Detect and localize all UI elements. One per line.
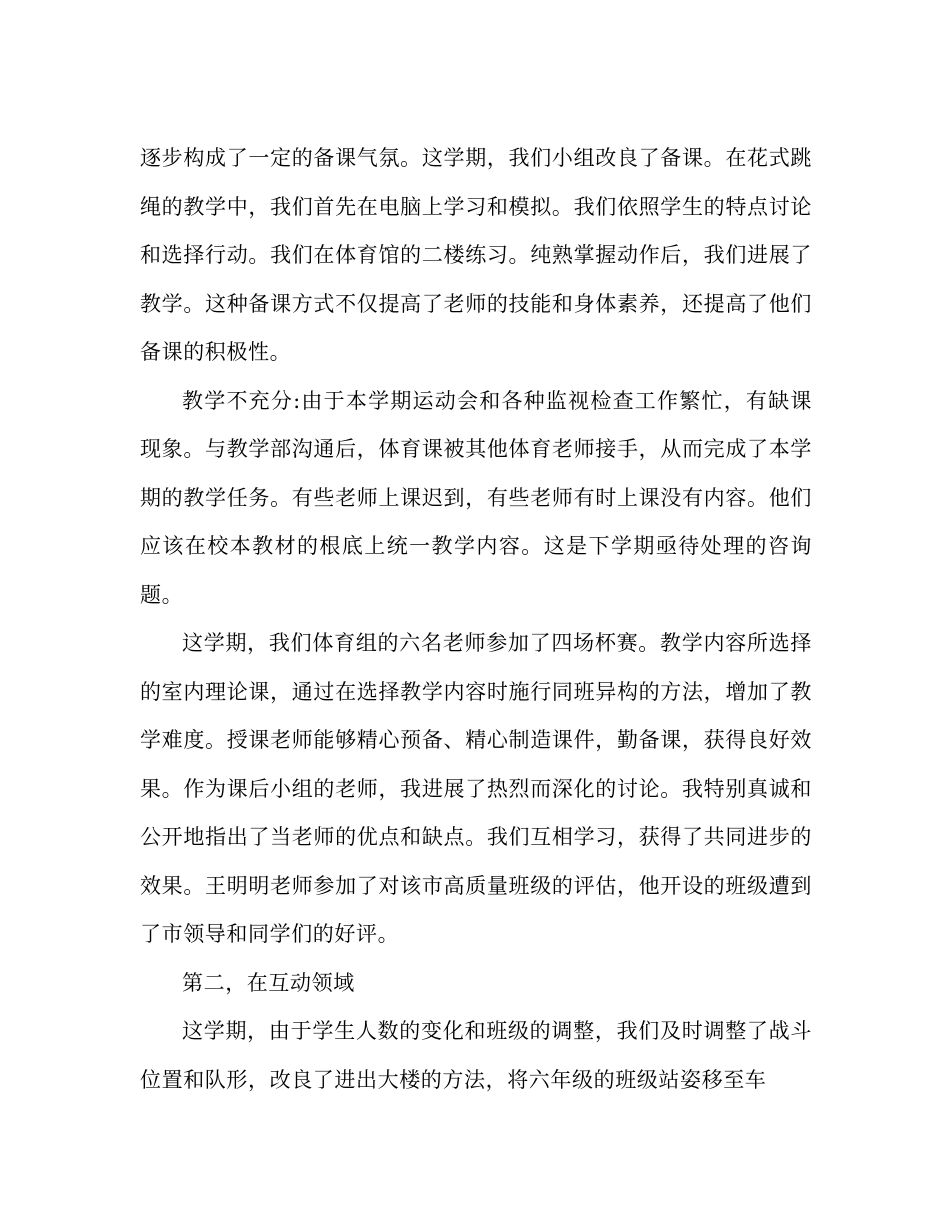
section-heading-interaction: 第二，在互动领域 — [182, 970, 355, 995]
document-body — [140, 134, 812, 1104]
paragraph-lesson-preparation: 逐步构成了一定的备课气氛。这学期，我们小组改良了备课。在花式跳绳的教学中，我们首先在电脑上学习和模拟。我们依照学生的特点讨论和选择行动。我们在体育馆的二楼练习。纯熟掌握动作后，我们进展了教学。这种备课方式不仅提高了老师的技能和身体素养，还提高了他们备课的积极性。 — [140, 146, 812, 364]
paragraph-cup-competition: 这学期，我们体育组的六名老师参加了四场杯赛。教学内容所选择的室内理论课，通过在选择教学内容时施行同班异构的方法，增加了教学难度。授课老师能够精心预备、精心制造课件，勤备课，获得良好效果。作为课后小组的老师，我进展了热烈而深化的讨论。我特别真诚和公开地指出了当老师的优点和缺点。我们互相学习，获得了共同进步的效果。王明明老师参加了对该市高质量班级的评估，他开设的班级遭到了市领导和同学们的好评。 — [140, 631, 812, 946]
paragraph-teaching-insufficient: 教学不充分:由于本学期运动会和各种监视检查工作繁忙，有缺课现象。与教学部沟通后，体育课被其他体育老师接手，从而完成了本学期的教学任务。有些老师上课迟到，有些老师有时上课没有内容。他们应该在校本教材的根底上统一教学内容。这是下学期亟待处理的咨询题。 — [140, 388, 812, 607]
paragraph-formation-adjustment: 这学期，由于学生人数的变化和班级的调整，我们及时调整了战斗位置和队形，改良了进出大楼的方法，将六年级的班级站姿移至车 — [140, 1019, 812, 1092]
